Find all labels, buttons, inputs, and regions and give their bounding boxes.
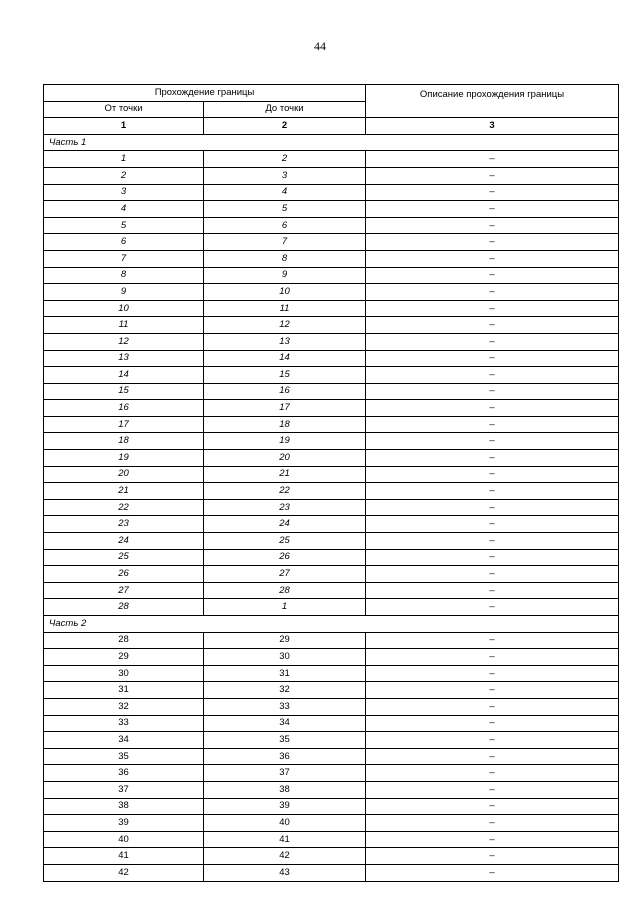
table-row <box>44 483 619 500</box>
to-point-cell: 36 <box>204 748 366 765</box>
description-cell: – <box>366 284 619 301</box>
to-point-cell: 5 <box>204 201 366 218</box>
table-row <box>44 350 619 367</box>
from-point-cell: 37 <box>44 781 204 798</box>
from-point-cell: 24 <box>44 533 204 550</box>
description-cell: – <box>366 483 619 500</box>
table-row <box>44 416 619 433</box>
table-row <box>44 682 619 699</box>
description-cell: – <box>366 250 619 267</box>
table-row <box>44 599 619 616</box>
to-point-cell: 2 <box>204 151 366 168</box>
description-cell: – <box>366 466 619 483</box>
description-cell: – <box>366 765 619 782</box>
table-row <box>44 317 619 334</box>
description-cell: – <box>366 516 619 533</box>
description-cell: – <box>366 748 619 765</box>
from-point-cell: 20 <box>44 466 204 483</box>
table-row <box>44 748 619 765</box>
table-row <box>44 566 619 583</box>
table-row <box>44 516 619 533</box>
from-point-cell: 28 <box>44 632 204 649</box>
description-cell: – <box>366 234 619 251</box>
from-point-cell: 28 <box>44 599 204 616</box>
table-header <box>44 85 619 135</box>
to-point-cell: 31 <box>204 665 366 682</box>
table-row <box>44 201 619 218</box>
to-point-cell: 29 <box>204 632 366 649</box>
from-point-cell: 11 <box>44 317 204 334</box>
from-point-cell: 4 <box>44 201 204 218</box>
to-point-cell: 7 <box>204 234 366 251</box>
table-row <box>44 698 619 715</box>
from-point-cell: 31 <box>44 682 204 699</box>
section-title: Часть 1 <box>44 134 619 151</box>
table-row <box>44 267 619 284</box>
column-number-2: 2 <box>204 118 366 135</box>
from-point-cell: 33 <box>44 715 204 732</box>
to-point-cell: 25 <box>204 533 366 550</box>
table-row <box>44 582 619 599</box>
section-row <box>44 616 619 633</box>
table-row <box>44 466 619 483</box>
column-number-1: 1 <box>44 118 204 135</box>
table-row <box>44 632 619 649</box>
from-point-cell: 32 <box>44 698 204 715</box>
from-point-cell: 5 <box>44 217 204 234</box>
table-row <box>44 151 619 168</box>
table-row <box>44 848 619 865</box>
table-row <box>44 781 619 798</box>
description-cell: – <box>366 831 619 848</box>
header-description: Описание прохождения границы <box>366 85 619 118</box>
description-cell: – <box>366 383 619 400</box>
to-point-cell: 40 <box>204 815 366 832</box>
to-point-cell: 14 <box>204 350 366 367</box>
to-point-cell: 42 <box>204 848 366 865</box>
from-point-cell: 15 <box>44 383 204 400</box>
from-point-cell: 13 <box>44 350 204 367</box>
table-body <box>44 134 619 881</box>
from-point-cell: 6 <box>44 234 204 251</box>
from-point-cell: 36 <box>44 765 204 782</box>
description-cell: – <box>366 665 619 682</box>
to-point-cell: 38 <box>204 781 366 798</box>
from-point-cell: 42 <box>44 864 204 881</box>
description-cell: – <box>366 400 619 417</box>
header-to-point: До точки <box>204 101 366 118</box>
to-point-cell: 30 <box>204 649 366 666</box>
table-row <box>44 333 619 350</box>
description-cell: – <box>366 499 619 516</box>
to-point-cell: 17 <box>204 400 366 417</box>
to-point-cell: 20 <box>204 450 366 467</box>
section-row <box>44 134 619 151</box>
to-point-cell: 33 <box>204 698 366 715</box>
header-from-point: От точки <box>44 101 204 118</box>
description-cell: – <box>366 698 619 715</box>
from-point-cell: 3 <box>44 184 204 201</box>
table-row <box>44 732 619 749</box>
from-point-cell: 7 <box>44 250 204 267</box>
to-point-cell: 18 <box>204 416 366 433</box>
description-cell: – <box>366 649 619 666</box>
from-point-cell: 2 <box>44 167 204 184</box>
description-cell: – <box>366 732 619 749</box>
to-point-cell: 4 <box>204 184 366 201</box>
from-point-cell: 39 <box>44 815 204 832</box>
description-cell: – <box>366 416 619 433</box>
description-cell: – <box>366 167 619 184</box>
to-point-cell: 41 <box>204 831 366 848</box>
to-point-cell: 12 <box>204 317 366 334</box>
to-point-cell: 28 <box>204 582 366 599</box>
table-row <box>44 300 619 317</box>
description-cell: – <box>366 151 619 168</box>
from-point-cell: 26 <box>44 566 204 583</box>
to-point-cell: 23 <box>204 499 366 516</box>
to-point-cell: 16 <box>204 383 366 400</box>
to-point-cell: 27 <box>204 566 366 583</box>
table-row <box>44 798 619 815</box>
description-cell: – <box>366 533 619 550</box>
description-cell: – <box>366 201 619 218</box>
description-cell: – <box>366 798 619 815</box>
description-cell: – <box>366 549 619 566</box>
description-cell: – <box>366 333 619 350</box>
from-point-cell: 16 <box>44 400 204 417</box>
to-point-cell: 35 <box>204 732 366 749</box>
page-number: 44 <box>314 39 326 53</box>
to-point-cell: 24 <box>204 516 366 533</box>
from-point-cell: 30 <box>44 665 204 682</box>
header-row-group <box>44 85 619 102</box>
section-title: Часть 2 <box>44 616 619 633</box>
to-point-cell: 32 <box>204 682 366 699</box>
table-row <box>44 864 619 881</box>
table-row <box>44 184 619 201</box>
description-cell: – <box>366 599 619 616</box>
to-point-cell: 22 <box>204 483 366 500</box>
from-point-cell: 38 <box>44 798 204 815</box>
from-point-cell: 12 <box>44 333 204 350</box>
description-cell: – <box>366 433 619 450</box>
border-points-table <box>43 84 619 882</box>
header-row-column-numbers <box>44 118 619 135</box>
table-row <box>44 217 619 234</box>
from-point-cell: 41 <box>44 848 204 865</box>
from-point-cell: 35 <box>44 748 204 765</box>
from-point-cell: 22 <box>44 499 204 516</box>
description-cell: – <box>366 715 619 732</box>
to-point-cell: 26 <box>204 549 366 566</box>
to-point-cell: 21 <box>204 466 366 483</box>
table-row <box>44 649 619 666</box>
from-point-cell: 34 <box>44 732 204 749</box>
description-cell: – <box>366 781 619 798</box>
column-number-3: 3 <box>366 118 619 135</box>
from-point-cell: 1 <box>44 151 204 168</box>
table-row <box>44 250 619 267</box>
table-row <box>44 284 619 301</box>
table-row <box>44 367 619 384</box>
from-point-cell: 8 <box>44 267 204 284</box>
description-cell: – <box>366 848 619 865</box>
to-point-cell: 39 <box>204 798 366 815</box>
description-cell: – <box>366 582 619 599</box>
description-cell: – <box>366 450 619 467</box>
header-border-passage: Прохождение границы <box>44 85 366 102</box>
description-cell: – <box>366 350 619 367</box>
from-point-cell: 19 <box>44 450 204 467</box>
to-point-cell: 34 <box>204 715 366 732</box>
description-cell: – <box>366 300 619 317</box>
to-point-cell: 8 <box>204 250 366 267</box>
description-cell: – <box>366 184 619 201</box>
from-point-cell: 17 <box>44 416 204 433</box>
from-point-cell: 23 <box>44 516 204 533</box>
to-point-cell: 1 <box>204 599 366 616</box>
table-row <box>44 433 619 450</box>
from-point-cell: 9 <box>44 284 204 301</box>
table-row <box>44 167 619 184</box>
from-point-cell: 14 <box>44 367 204 384</box>
table-row <box>44 400 619 417</box>
from-point-cell: 25 <box>44 549 204 566</box>
to-point-cell: 43 <box>204 864 366 881</box>
from-point-cell: 27 <box>44 582 204 599</box>
to-point-cell: 6 <box>204 217 366 234</box>
to-point-cell: 19 <box>204 433 366 450</box>
to-point-cell: 13 <box>204 333 366 350</box>
table-row <box>44 499 619 516</box>
table-row <box>44 450 619 467</box>
description-cell: – <box>366 367 619 384</box>
description-cell: – <box>366 317 619 334</box>
table-row <box>44 234 619 251</box>
description-cell: – <box>366 815 619 832</box>
from-point-cell: 40 <box>44 831 204 848</box>
description-cell: – <box>366 267 619 284</box>
to-point-cell: 11 <box>204 300 366 317</box>
description-cell: – <box>366 217 619 234</box>
table-row <box>44 383 619 400</box>
to-point-cell: 37 <box>204 765 366 782</box>
from-point-cell: 29 <box>44 649 204 666</box>
from-point-cell: 10 <box>44 300 204 317</box>
table-row <box>44 549 619 566</box>
table-row <box>44 715 619 732</box>
to-point-cell: 15 <box>204 367 366 384</box>
table-row <box>44 665 619 682</box>
table-row <box>44 831 619 848</box>
description-cell: – <box>366 566 619 583</box>
table-row <box>44 815 619 832</box>
from-point-cell: 18 <box>44 433 204 450</box>
to-point-cell: 10 <box>204 284 366 301</box>
from-point-cell: 21 <box>44 483 204 500</box>
description-cell: – <box>366 632 619 649</box>
to-point-cell: 9 <box>204 267 366 284</box>
to-point-cell: 3 <box>204 167 366 184</box>
description-cell: – <box>366 682 619 699</box>
table-row <box>44 765 619 782</box>
table-row <box>44 533 619 550</box>
description-cell: – <box>366 864 619 881</box>
